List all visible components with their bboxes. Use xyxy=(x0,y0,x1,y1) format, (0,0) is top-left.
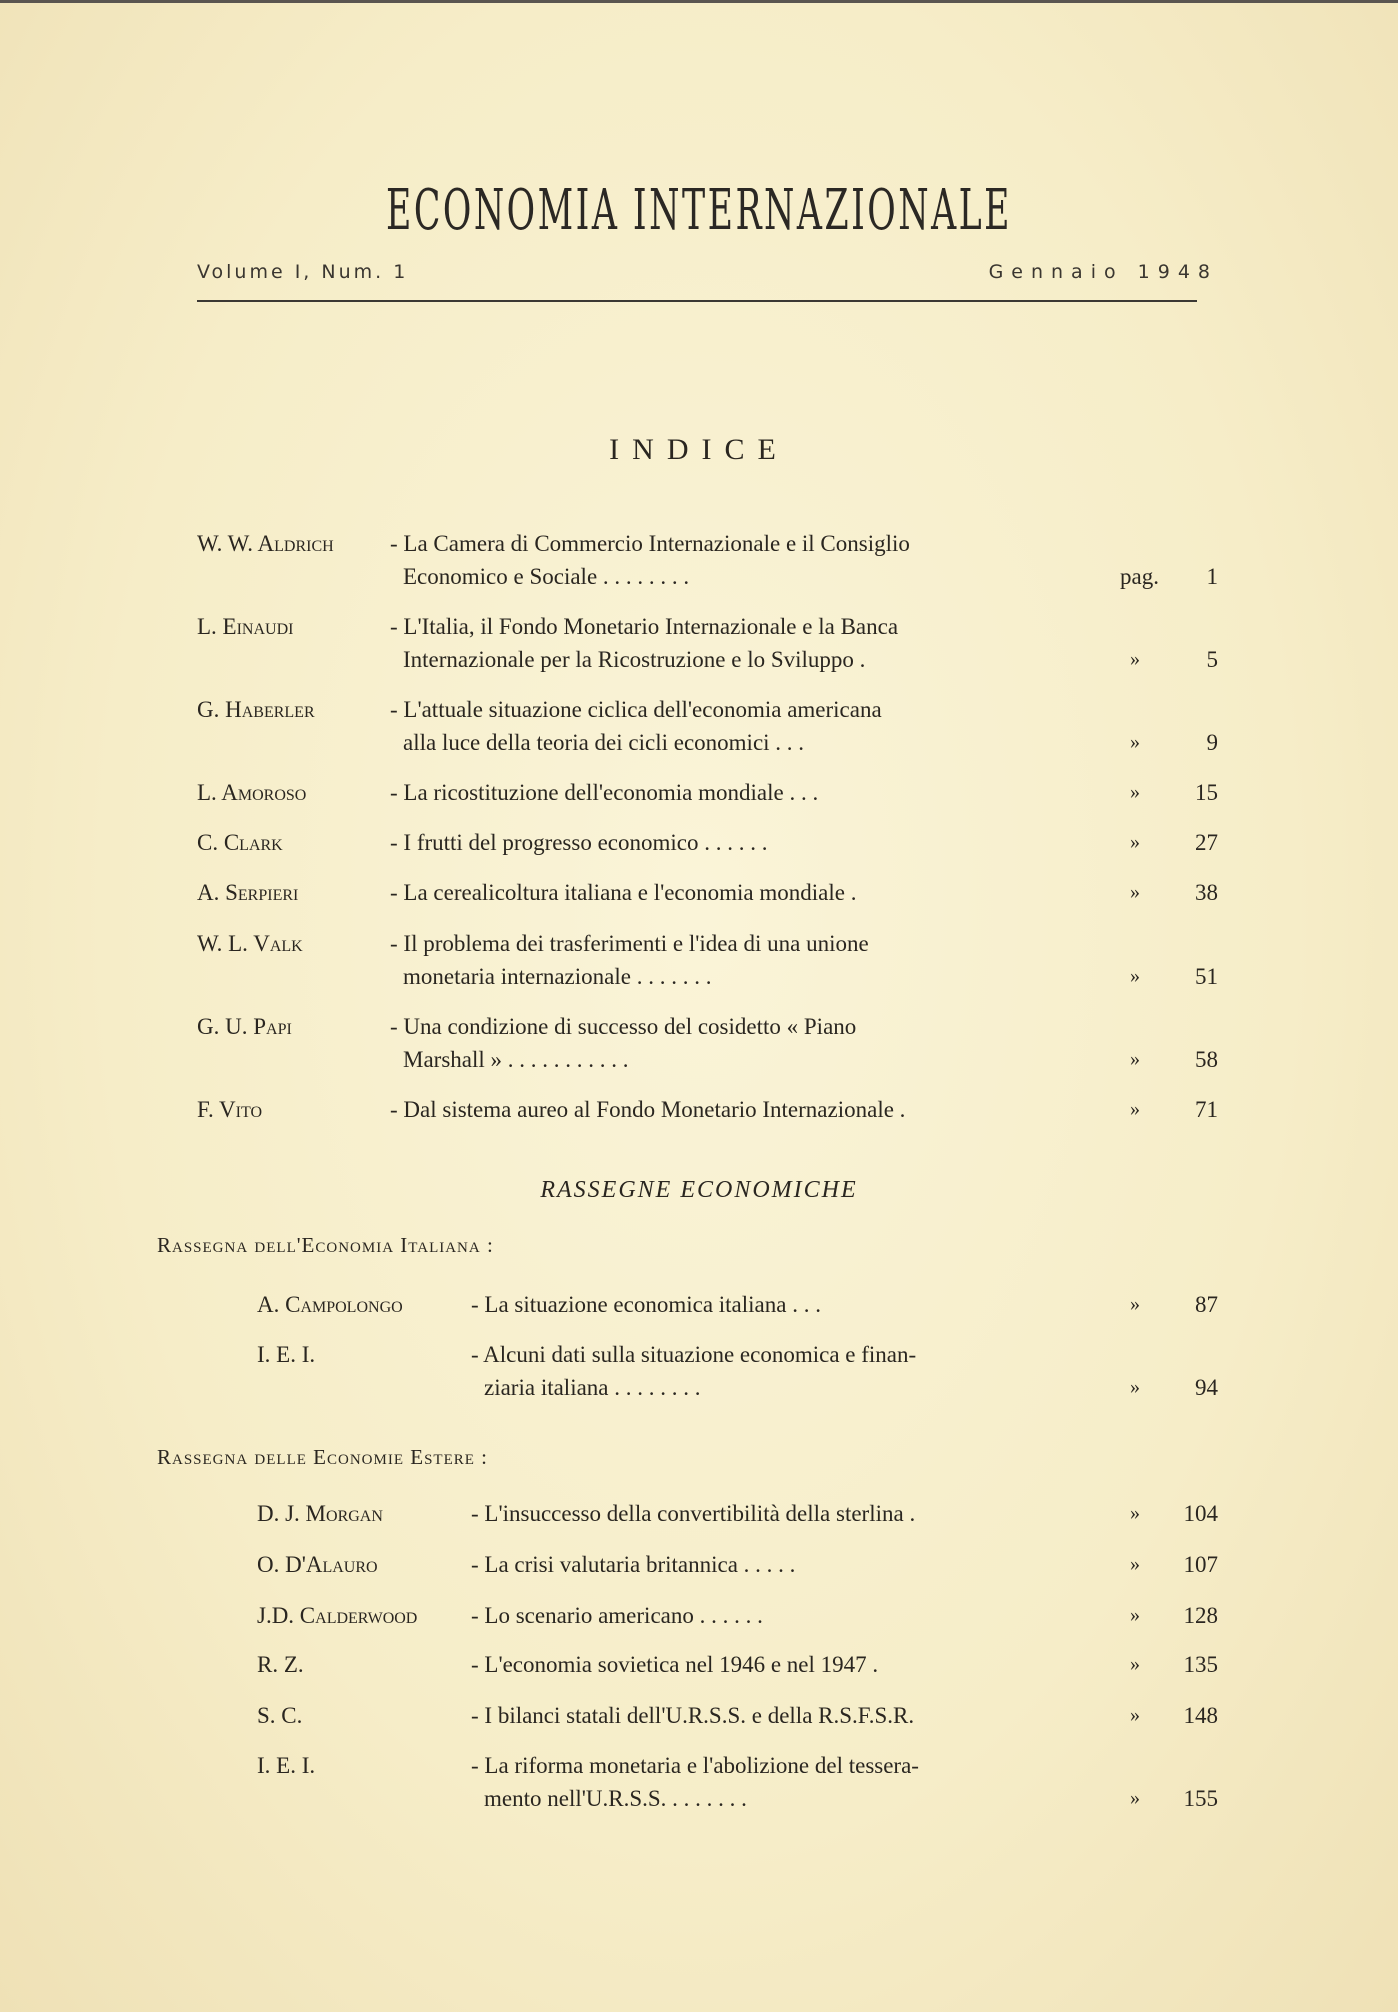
page-number: 87 xyxy=(1195,1292,1218,1317)
entry-title-line: - La situazione economica italiana . . . xyxy=(471,1292,821,1317)
page-marker: » xyxy=(1130,1553,1140,1575)
page-marker: » xyxy=(1130,831,1140,853)
entry-author: G. U. Papi xyxy=(197,1014,292,1039)
page-number: 51 xyxy=(1195,964,1218,989)
page-number: 27 xyxy=(1195,830,1218,855)
page-number: 128 xyxy=(1183,1603,1218,1628)
entry-author: A. Campolongo xyxy=(257,1292,403,1317)
entry-title-line: - Lo scenario americano . . . . . . xyxy=(471,1603,763,1628)
entry-title-line: Internazionale per la Ricostruzione e lo Sviluppo . xyxy=(403,647,866,672)
entry-author: W. W. Aldrich xyxy=(197,531,334,556)
entry-title-line: - L'attuale situazione ciclica dell'economia americana xyxy=(390,697,882,722)
journal-title: ECONOMIA INTERNAZIONALE xyxy=(386,178,1012,243)
page-marker: » xyxy=(1130,965,1140,987)
page-marker: » xyxy=(1130,731,1140,753)
entry-title-line: - La cerealicoltura italiana e l'economia mondiale . xyxy=(390,880,857,905)
foreign-review-heading: Rassegna delle Economie Estere : xyxy=(157,1445,488,1469)
volume-number: Volume I, Num. 1 xyxy=(197,261,409,283)
page-marker: » xyxy=(1130,1653,1140,1675)
entry-author: J.D. Calderwood xyxy=(257,1603,418,1628)
entry-title-line: - L'insuccesso della convertibilità della sterlina . xyxy=(471,1501,916,1526)
page-number: 38 xyxy=(1195,880,1218,905)
entry-title-line: mento nell'U.R.S.S. . . . . . . . xyxy=(484,1786,747,1811)
page-number: 148 xyxy=(1183,1703,1218,1728)
page-marker: » xyxy=(1130,1098,1140,1120)
page-number: 9 xyxy=(1206,730,1218,755)
page-marker: » xyxy=(1130,648,1140,670)
entry-title-line: - Il problema dei trasferimenti e l'idea di una unione xyxy=(390,931,869,956)
entry-author: I. E. I. xyxy=(257,1342,316,1367)
entry-author: R. Z. xyxy=(257,1652,304,1677)
entry-author: S. C. xyxy=(257,1703,303,1728)
entry-title-line: - La Camera di Commercio Internazionale e il Consiglio xyxy=(390,531,910,556)
page-number: 1 xyxy=(1206,564,1218,589)
page-number: 107 xyxy=(1183,1552,1218,1577)
entry-author: L. Einaudi xyxy=(197,614,294,639)
entry-title-line: - I bilanci statali dell'U.R.S.S. e della R.S.F.S.R. xyxy=(471,1703,915,1728)
page-number: 104 xyxy=(1183,1501,1218,1526)
italian-review-heading: Rassegna dell'Economia Italiana : xyxy=(157,1233,494,1257)
page-marker: » xyxy=(1130,1048,1140,1070)
entry-title-line: alla luce della teoria dei cicli economici . . . xyxy=(403,730,805,755)
entry-author: I. E. I. xyxy=(257,1753,316,1778)
page-number: 94 xyxy=(1195,1375,1218,1400)
page-number: 58 xyxy=(1195,1047,1218,1072)
entry-title-line: - La crisi valutaria britannica . . . . . xyxy=(471,1552,796,1577)
entry-title-line: - Dal sistema aureo al Fondo Monetario Internazionale . xyxy=(390,1097,906,1122)
entry-title-line: - Una condizione di successo del cosidetto « Piano xyxy=(390,1014,857,1039)
page-marker: » xyxy=(1130,1502,1140,1524)
entry-title-line: - La ricostituzione dell'economia mondiale . . . xyxy=(390,780,819,805)
entry-title-line: - L'economia sovietica nel 1946 e nel 1947 . xyxy=(471,1652,879,1677)
entry-title-line: - La riforma monetaria e l'abolizione del tessera- xyxy=(471,1753,919,1778)
entry-author: A. Serpieri xyxy=(197,880,299,905)
entry-author: L. Amoroso xyxy=(197,780,307,805)
page-number: 15 xyxy=(1195,780,1218,805)
entry-author: C. Clark xyxy=(197,830,283,855)
entry-title-line: Marshall » . . . . . . . . . . . xyxy=(403,1047,629,1072)
entry-title-line: Economico e Sociale . . . . . . . . xyxy=(403,564,690,589)
page-top-edge xyxy=(0,0,1398,3)
reviews-section-title: RASSEGNE ECONOMICHE xyxy=(540,1177,858,1203)
page-number: 155 xyxy=(1183,1786,1218,1811)
page-marker: » xyxy=(1130,1787,1140,1809)
entry-title-line: - Alcuni dati sulla situazione economica e finan- xyxy=(471,1342,917,1367)
page-marker: pag. xyxy=(1120,564,1159,589)
page-marker: » xyxy=(1130,781,1140,803)
entry-title-line: - I frutti del progresso economico . . . . . . xyxy=(390,830,768,855)
page-marker: » xyxy=(1130,1376,1140,1398)
page-marker: » xyxy=(1130,1604,1140,1626)
entry-author: G. Haberler xyxy=(197,697,315,722)
page-marker: » xyxy=(1130,1704,1140,1726)
entry-author: W. L. Valk xyxy=(197,931,303,956)
page-number: 5 xyxy=(1206,647,1218,672)
entry-author: F. Vito xyxy=(197,1097,263,1122)
page-marker: » xyxy=(1130,1293,1140,1315)
entry-title-line: - L'Italia, il Fondo Monetario Internazionale e la Banca xyxy=(390,614,899,639)
header-rule xyxy=(197,300,1197,302)
issue-date: Gennaio 1948 xyxy=(988,261,1218,283)
page-number: 71 xyxy=(1195,1097,1218,1122)
index-title: INDICE xyxy=(609,433,789,466)
entry-title-line: ziaria italiana . . . . . . . . xyxy=(484,1375,701,1400)
entry-author: O. D'Alauro xyxy=(257,1552,378,1577)
page-marker: » xyxy=(1130,881,1140,903)
entry-author: D. J. Morgan xyxy=(257,1501,383,1526)
entry-title-line: monetaria internazionale . . . . . . . xyxy=(403,964,712,989)
page-number: 135 xyxy=(1183,1652,1218,1677)
